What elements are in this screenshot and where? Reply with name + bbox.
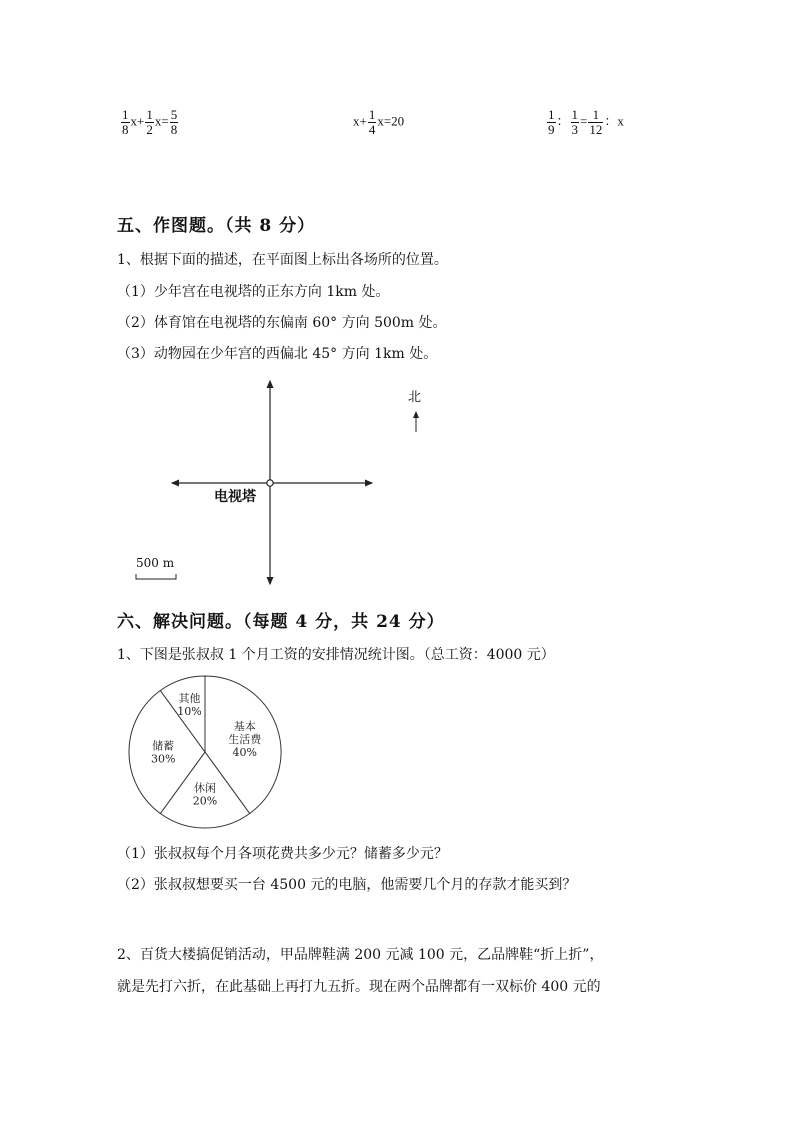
question-text: 就是先打六折，在此基础上再打九五折。现在两个品牌都有一双标价 400 元的 (117, 979, 601, 995)
sub-question: （1）少年宫在电视塔的正东方向 1km 处。 (117, 284, 390, 300)
equation-2: x+ $\frac{1}{4}$ x=20 (353, 107, 405, 137)
question-text: 1、根据下面的描述，在平面图上标出各场所的位置。 (117, 252, 448, 268)
pie-slice-label: 基本生活费 40% (228, 720, 262, 760)
pie-slice-label: 其他 10% (177, 691, 202, 718)
north-label: 北 (408, 390, 422, 405)
fraction: $\frac{1}{8}$ (122, 107, 129, 137)
fraction: $\frac{1}{12}$ (589, 107, 603, 137)
tv-tower-point (267, 480, 273, 486)
question-text: 1、下图是张叔叔 1 个月工资的安排情况统计图。（总工资：4000 元） (117, 647, 555, 663)
equation-1: $\frac{1}{8}$ x+ $\frac{1}{2}$ x= $\frac{5}{8}$ (122, 107, 178, 137)
pie-chart (125, 672, 285, 832)
section-5-heading: 五、作图题。（共 8 分） (117, 216, 316, 236)
fraction: $\frac{1}{4}$ (368, 107, 376, 137)
scale-bar (136, 574, 176, 579)
fraction: $\frac{1}{2}$ (146, 107, 153, 137)
tv-tower-label: 电视塔 (214, 489, 256, 505)
pie-slice-label: 休闲 20% (192, 781, 218, 808)
sub-question: （3）动物园在少年宫的西偏北 45° 方向 1km 处。 (117, 346, 438, 362)
section-6-heading: 六、解决问题。（每题 4 分，共 24 分） (117, 612, 445, 632)
sub-question: （1）张叔叔每个月各项花费共多少元？储蓄多少元？ (117, 846, 448, 862)
fraction: $\frac{5}{8}$ (170, 107, 178, 137)
fraction: $\frac{1}{9}$ (548, 107, 555, 137)
question-text: 2、百货大楼搞促销活动，甲品牌鞋满 200 元减 100 元，乙品牌鞋“折上折”， (117, 947, 604, 963)
sub-question: （2）张叔叔想要买一台 4500 元的电脑，他需要几个月的存款才能买到？ (117, 877, 577, 893)
pie-slice-label: 储蓄 30% (150, 739, 176, 766)
sub-question: （2）体育馆在电视塔的东偏南 60° 方向 500m 处。 (117, 315, 447, 331)
scale-label: 500 m (136, 556, 175, 570)
equation-3: $\frac{1}{9}$ ： $\frac{1}{3}$ = $\frac{1}{12}$ ：x (548, 107, 624, 137)
fraction: $\frac{1}{3}$ (571, 107, 579, 137)
